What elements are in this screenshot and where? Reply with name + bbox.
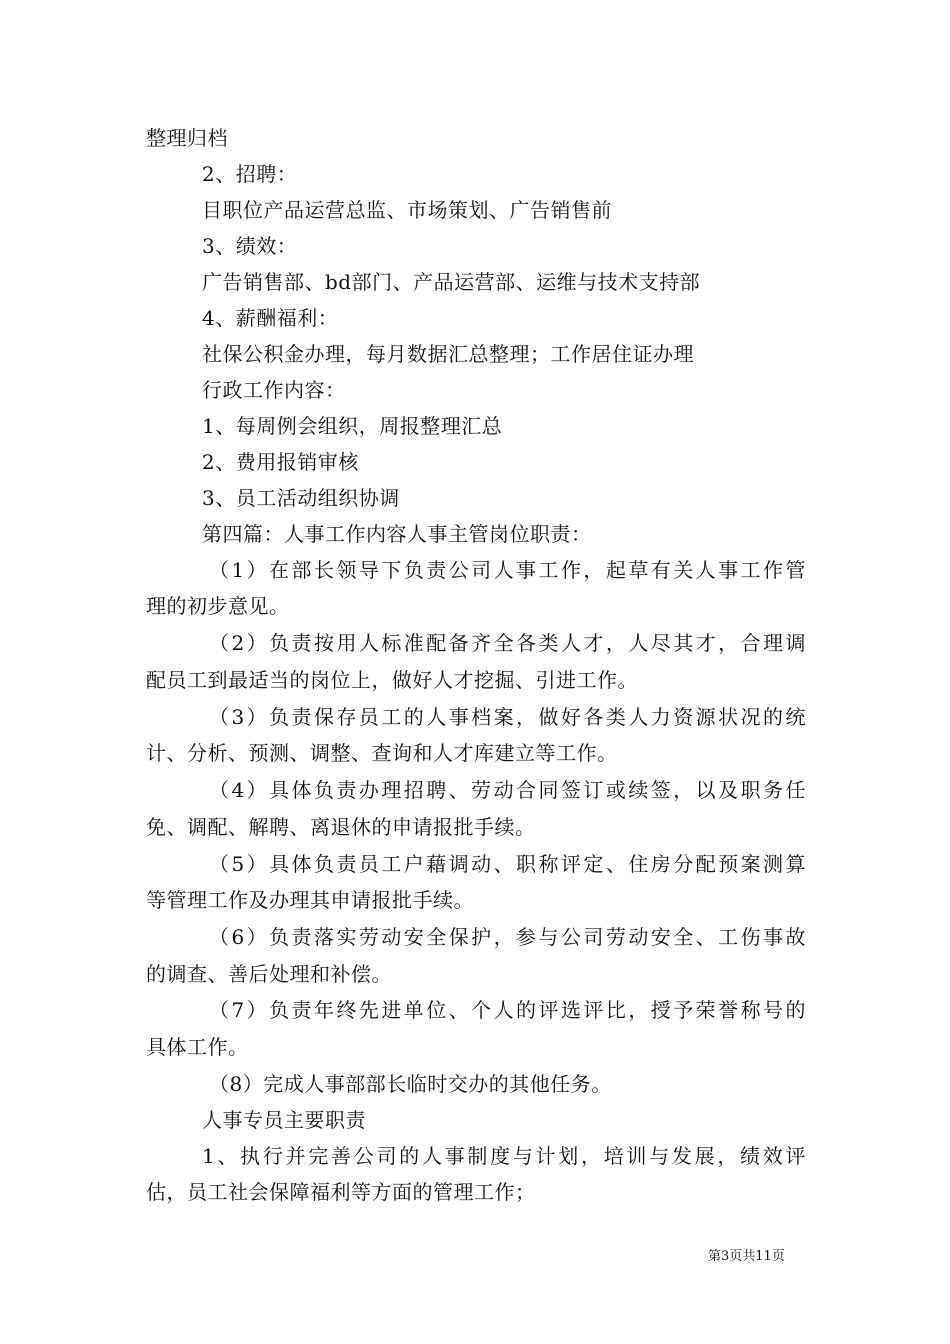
section-heading: 第四篇：人事工作内容人事主管岗位职责：: [202, 522, 592, 546]
text-line: 社保公积金办理，每月数据汇总整理；工作居住证办理: [202, 342, 694, 366]
text-line: 4、薪酬福利：: [202, 306, 339, 330]
text-line: 2、招聘：: [202, 162, 298, 186]
text-line: 免、调配、解聘、离退休的申请报批手续。: [146, 815, 536, 839]
text-line: 等管理工作及办理其申请报批手续。: [146, 888, 474, 912]
text-line: 配员工到最适当的岗位上，做好人才挖掘、引进工作。: [146, 668, 638, 692]
text-line: 3、员工活动组织协调: [202, 486, 400, 510]
text-line: （5）具体负责员工户藉调动、职称评定、住房分配预案测算: [209, 852, 806, 876]
text-line: （8）完成人事部部长临时交办的其他任务。: [209, 1072, 612, 1096]
text-line: 2、费用报销审核: [202, 450, 359, 474]
page-number: 第3页共11页: [708, 1249, 785, 1264]
text-line: 整理归档: [146, 126, 228, 150]
section-heading: 人事专员主要职责: [202, 1108, 366, 1132]
text-line: 行政工作内容：: [202, 378, 346, 402]
text-line: （6）负责落实劳动安全保护，参与公司劳动安全、工伤事故: [209, 925, 806, 949]
text-line: 计、分析、预测、调整、查询和人才库建立等工作。: [146, 741, 618, 765]
text-line: 1、执行并完善公司的人事制度与计划，培训与发展，绩效评: [202, 1144, 806, 1168]
text-line: （3）负责保存员工的人事档案，做好各类人力资源状况的统: [209, 705, 806, 729]
text-line: 具体工作。: [146, 1035, 249, 1059]
text-line: （1）在部长领导下负责公司人事工作，起草有关人事工作管: [209, 558, 806, 582]
text-line: 3、绩效：: [202, 234, 298, 258]
text-line: （2）负责按用人标准配备齐全各类人才，人尽其才，合理调: [209, 631, 806, 655]
text-line: （7）负责年终先进单位、个人的评选评比，授予荣誉称号的: [209, 998, 806, 1022]
text-line: （4）具体负责办理招聘、劳动合同签订或续签，以及职务任: [209, 778, 806, 802]
text-line: 目职位产品运营总监、市场策划、广告销售前: [202, 198, 612, 222]
text-line: 估，员工社会保障福利等方面的管理工作；: [146, 1180, 536, 1204]
text-line: 1、每周例会组织，周报整理汇总: [202, 414, 503, 438]
text-line: 理的初步意见。: [146, 594, 290, 618]
text-line: 广告销售部、bd部门、产品运营部、运维与技术支持部: [202, 270, 701, 294]
text-line: 的调查、善后处理和补偿。: [146, 962, 392, 986]
